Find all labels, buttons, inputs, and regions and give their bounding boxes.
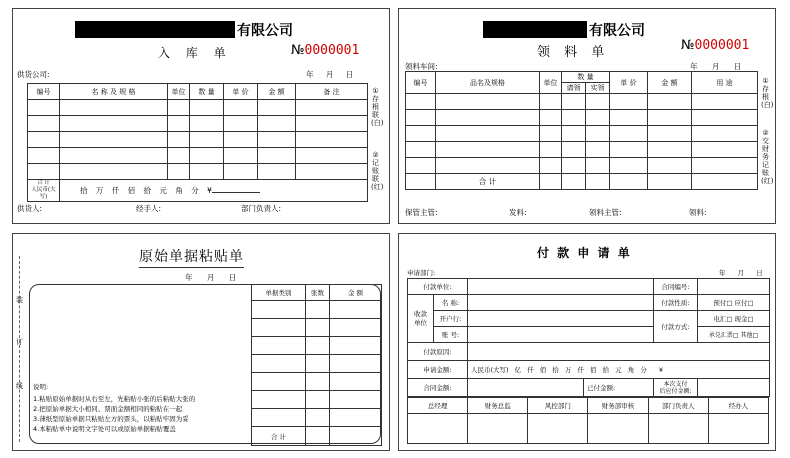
table-row[interactable] [406, 94, 758, 110]
table-row[interactable] [28, 116, 368, 132]
col-header: 单位 [540, 72, 562, 94]
payment-request-form [398, 233, 776, 451]
table-row[interactable] [406, 126, 758, 142]
footer-requester: 领料: [689, 208, 707, 217]
total-label: 合 计 [436, 174, 540, 190]
number-prefix: № [291, 43, 305, 58]
table-row[interactable] [406, 142, 758, 158]
number-value: 0000001 [694, 38, 750, 53]
receipt-table [27, 83, 368, 202]
signature-cell[interactable] [588, 414, 648, 444]
table-row[interactable] [28, 148, 368, 164]
recv-bank-input[interactable] [468, 311, 654, 327]
pay-method-options-2[interactable]: 承兑汇票□ 其他□ [698, 327, 770, 343]
contract-no-input[interactable] [698, 279, 770, 295]
total-row [28, 180, 368, 202]
col-header: 张数 [306, 285, 330, 301]
table-row[interactable] [28, 164, 368, 180]
pay-nature-label: 付款性质: [654, 295, 698, 311]
company-suffix: 有限公司 [237, 23, 293, 39]
requisition-form [398, 8, 776, 224]
binding-char: 订 [16, 338, 23, 346]
footer-issuer: 发料: [509, 208, 527, 217]
contract-amount-row [408, 379, 770, 397]
table-row[interactable] [252, 391, 382, 409]
note-item: 1.粘贴原始单据时从右至左，先粘贴小张的后粘贴大张的 [33, 395, 196, 403]
table-row[interactable] [252, 409, 382, 427]
contract-amt-label: 合同金额: [408, 379, 468, 397]
col-subheader: 实领 [586, 83, 610, 94]
col-header: 金 额 [648, 72, 692, 94]
footer-dept-head: 部门负责人: [241, 204, 282, 213]
recv-name-input[interactable] [468, 295, 654, 311]
table-row[interactable] [252, 373, 382, 391]
total-row [406, 174, 758, 190]
table-row[interactable] [28, 132, 368, 148]
footer-keeper: 保管主管: [405, 208, 438, 217]
pay-nature-options[interactable]: 预付□ 应付□ [698, 295, 770, 311]
col-header: 品名及规格 [436, 72, 540, 94]
footer-supplier: 供货人: [17, 204, 43, 213]
signer-label: 经办人 [708, 398, 768, 414]
col-header: 单 价 [610, 72, 648, 94]
table-row[interactable] [252, 301, 382, 319]
side-note-stub: ①存根(白) [761, 77, 774, 109]
serial-number [291, 43, 359, 58]
workshop-label: 领料车间: [405, 62, 438, 71]
company-suffix: 有限公司 [589, 23, 645, 39]
signature-table [407, 397, 769, 444]
form-title: 领 料 单 [537, 45, 610, 60]
number-value: 0000001 [304, 43, 360, 58]
total-units: 拾 万 仟 佰 拾 元 角 分 [80, 186, 199, 195]
this-pay-label: 本次支付 后应付金额: [654, 379, 698, 397]
voucher-sheet [12, 233, 390, 451]
payee-input[interactable] [468, 279, 654, 295]
total-label: 合 计 人民币(大写) [28, 180, 60, 202]
col-header: 金 额 [330, 285, 382, 301]
this-pay-input[interactable] [698, 379, 770, 397]
signature-cell[interactable] [468, 414, 528, 444]
col-subheader: 请领 [562, 83, 586, 94]
col-header: 备 注 [296, 84, 368, 100]
footer-req-supervisor: 领料主管: [589, 208, 622, 217]
col-header: 编号 [28, 84, 60, 100]
col-header: 数 量 [562, 72, 610, 83]
total-label: 合 计 [252, 427, 306, 446]
col-header: 单据类别 [252, 285, 306, 301]
serial-number [681, 38, 749, 53]
signature-row[interactable] [408, 414, 769, 444]
signer-label: 风控部门 [528, 398, 588, 414]
col-header: 编号 [406, 72, 436, 94]
recv-unit-label: 收款 单位 [408, 295, 434, 343]
binding-char: 装 [16, 296, 23, 304]
amount-field[interactable] [468, 361, 770, 379]
date-label: 年 月 日 [306, 70, 354, 79]
col-header: 单位 [168, 84, 190, 100]
amount-row [408, 361, 770, 379]
name-label: 名 称: [434, 295, 468, 311]
signer-label: 总经理 [408, 398, 468, 414]
bank-label: 开户行: [434, 311, 468, 327]
redacted-company-name [75, 21, 235, 38]
signature-cell[interactable] [648, 414, 708, 444]
amount-label: 申请金额: [408, 361, 468, 379]
voucher-summary-table [251, 284, 382, 446]
col-header: 用 途 [692, 72, 758, 94]
col-header: 金 额 [258, 84, 296, 100]
requisition-table [405, 71, 758, 190]
recv-account-row [408, 327, 770, 343]
form-title: 原始单据粘贴单 [139, 246, 244, 268]
note-item: 3.薄纸型原始单据只粘贴左方的票头，以粘贴牢固为妥 [33, 415, 189, 423]
payee-row [408, 279, 770, 295]
table-row[interactable] [252, 319, 382, 337]
table-row[interactable] [28, 100, 368, 116]
recv-name-row [408, 295, 770, 311]
signature-cell[interactable] [528, 414, 588, 444]
note-item: 2.把原始单据大小相同、票面金额相同的粘贴在一起 [33, 405, 183, 413]
number-prefix: № [681, 38, 695, 53]
reason-label: 付款原因: [408, 343, 468, 361]
signature-cell[interactable] [408, 414, 468, 444]
total-row [252, 427, 382, 446]
reason-input[interactable] [468, 343, 770, 361]
pay-method-options-1[interactable]: 电汇□ 现金□ [698, 311, 770, 327]
binding-line [19, 256, 20, 442]
total-currency: ¥ [207, 186, 212, 195]
table-row[interactable] [406, 110, 758, 126]
amount-text: 人民币(大写) 亿 仟 佰 拾 万 仟 佰 拾 元 角 分 [471, 366, 647, 374]
paid-label: 已付金额: [584, 379, 654, 397]
side-note-stub: ①存根联(白) [371, 87, 384, 127]
col-header: 数 量 [190, 84, 224, 100]
payee-label: 付款单位: [408, 279, 468, 295]
side-note-account: ②记账联(红) [371, 151, 384, 191]
recv-bank-row [408, 311, 770, 327]
binding-char: 线 [16, 382, 23, 390]
table-header [28, 84, 368, 100]
table-row[interactable] [252, 355, 382, 373]
dept-label: 申请部门: [407, 269, 436, 277]
payment-table [407, 278, 770, 397]
form-title: 付 款 申 请 单 [537, 246, 632, 260]
footer-handler: 经手人: [136, 204, 162, 213]
signer-label: 部门负责人 [648, 398, 708, 414]
recv-account-input[interactable] [468, 327, 654, 343]
contract-no-label: 合同编号: [654, 279, 698, 295]
redacted-company-name [483, 21, 587, 38]
amount-currency: ¥ [658, 366, 664, 374]
contract-amt-input[interactable] [468, 379, 584, 397]
form-title: 入 库 单 [158, 46, 232, 60]
col-header: 单 价 [224, 84, 258, 100]
date-label: 年 月 日 [185, 273, 237, 282]
date-label: 年 月 日 [719, 269, 763, 277]
notes-title: 说明: [33, 383, 49, 391]
receipt-form [12, 8, 390, 224]
pay-method-label: 付款方式: [654, 311, 698, 343]
supplier-label: 供货公司: [17, 70, 50, 79]
signature-cell[interactable] [708, 414, 768, 444]
signer-label: 财务部审核 [588, 398, 648, 414]
total-amount [60, 180, 368, 202]
table-header [406, 72, 758, 83]
signer-label: 财务总监 [468, 398, 528, 414]
col-header: 名 称 及 规 格 [60, 84, 168, 100]
signer-header [408, 398, 769, 414]
table-header [252, 285, 382, 301]
note-item: 4.本粘贴单中说明文字处可以或原始单据粘贴覆盖 [33, 425, 176, 433]
reason-row [408, 343, 770, 361]
table-row[interactable] [406, 158, 758, 174]
date-label: 年 月 日 [690, 62, 742, 71]
side-note-finance: ②交财务记账(红) [761, 129, 774, 185]
account-label: 账 号: [434, 327, 468, 343]
table-row[interactable] [252, 337, 382, 355]
